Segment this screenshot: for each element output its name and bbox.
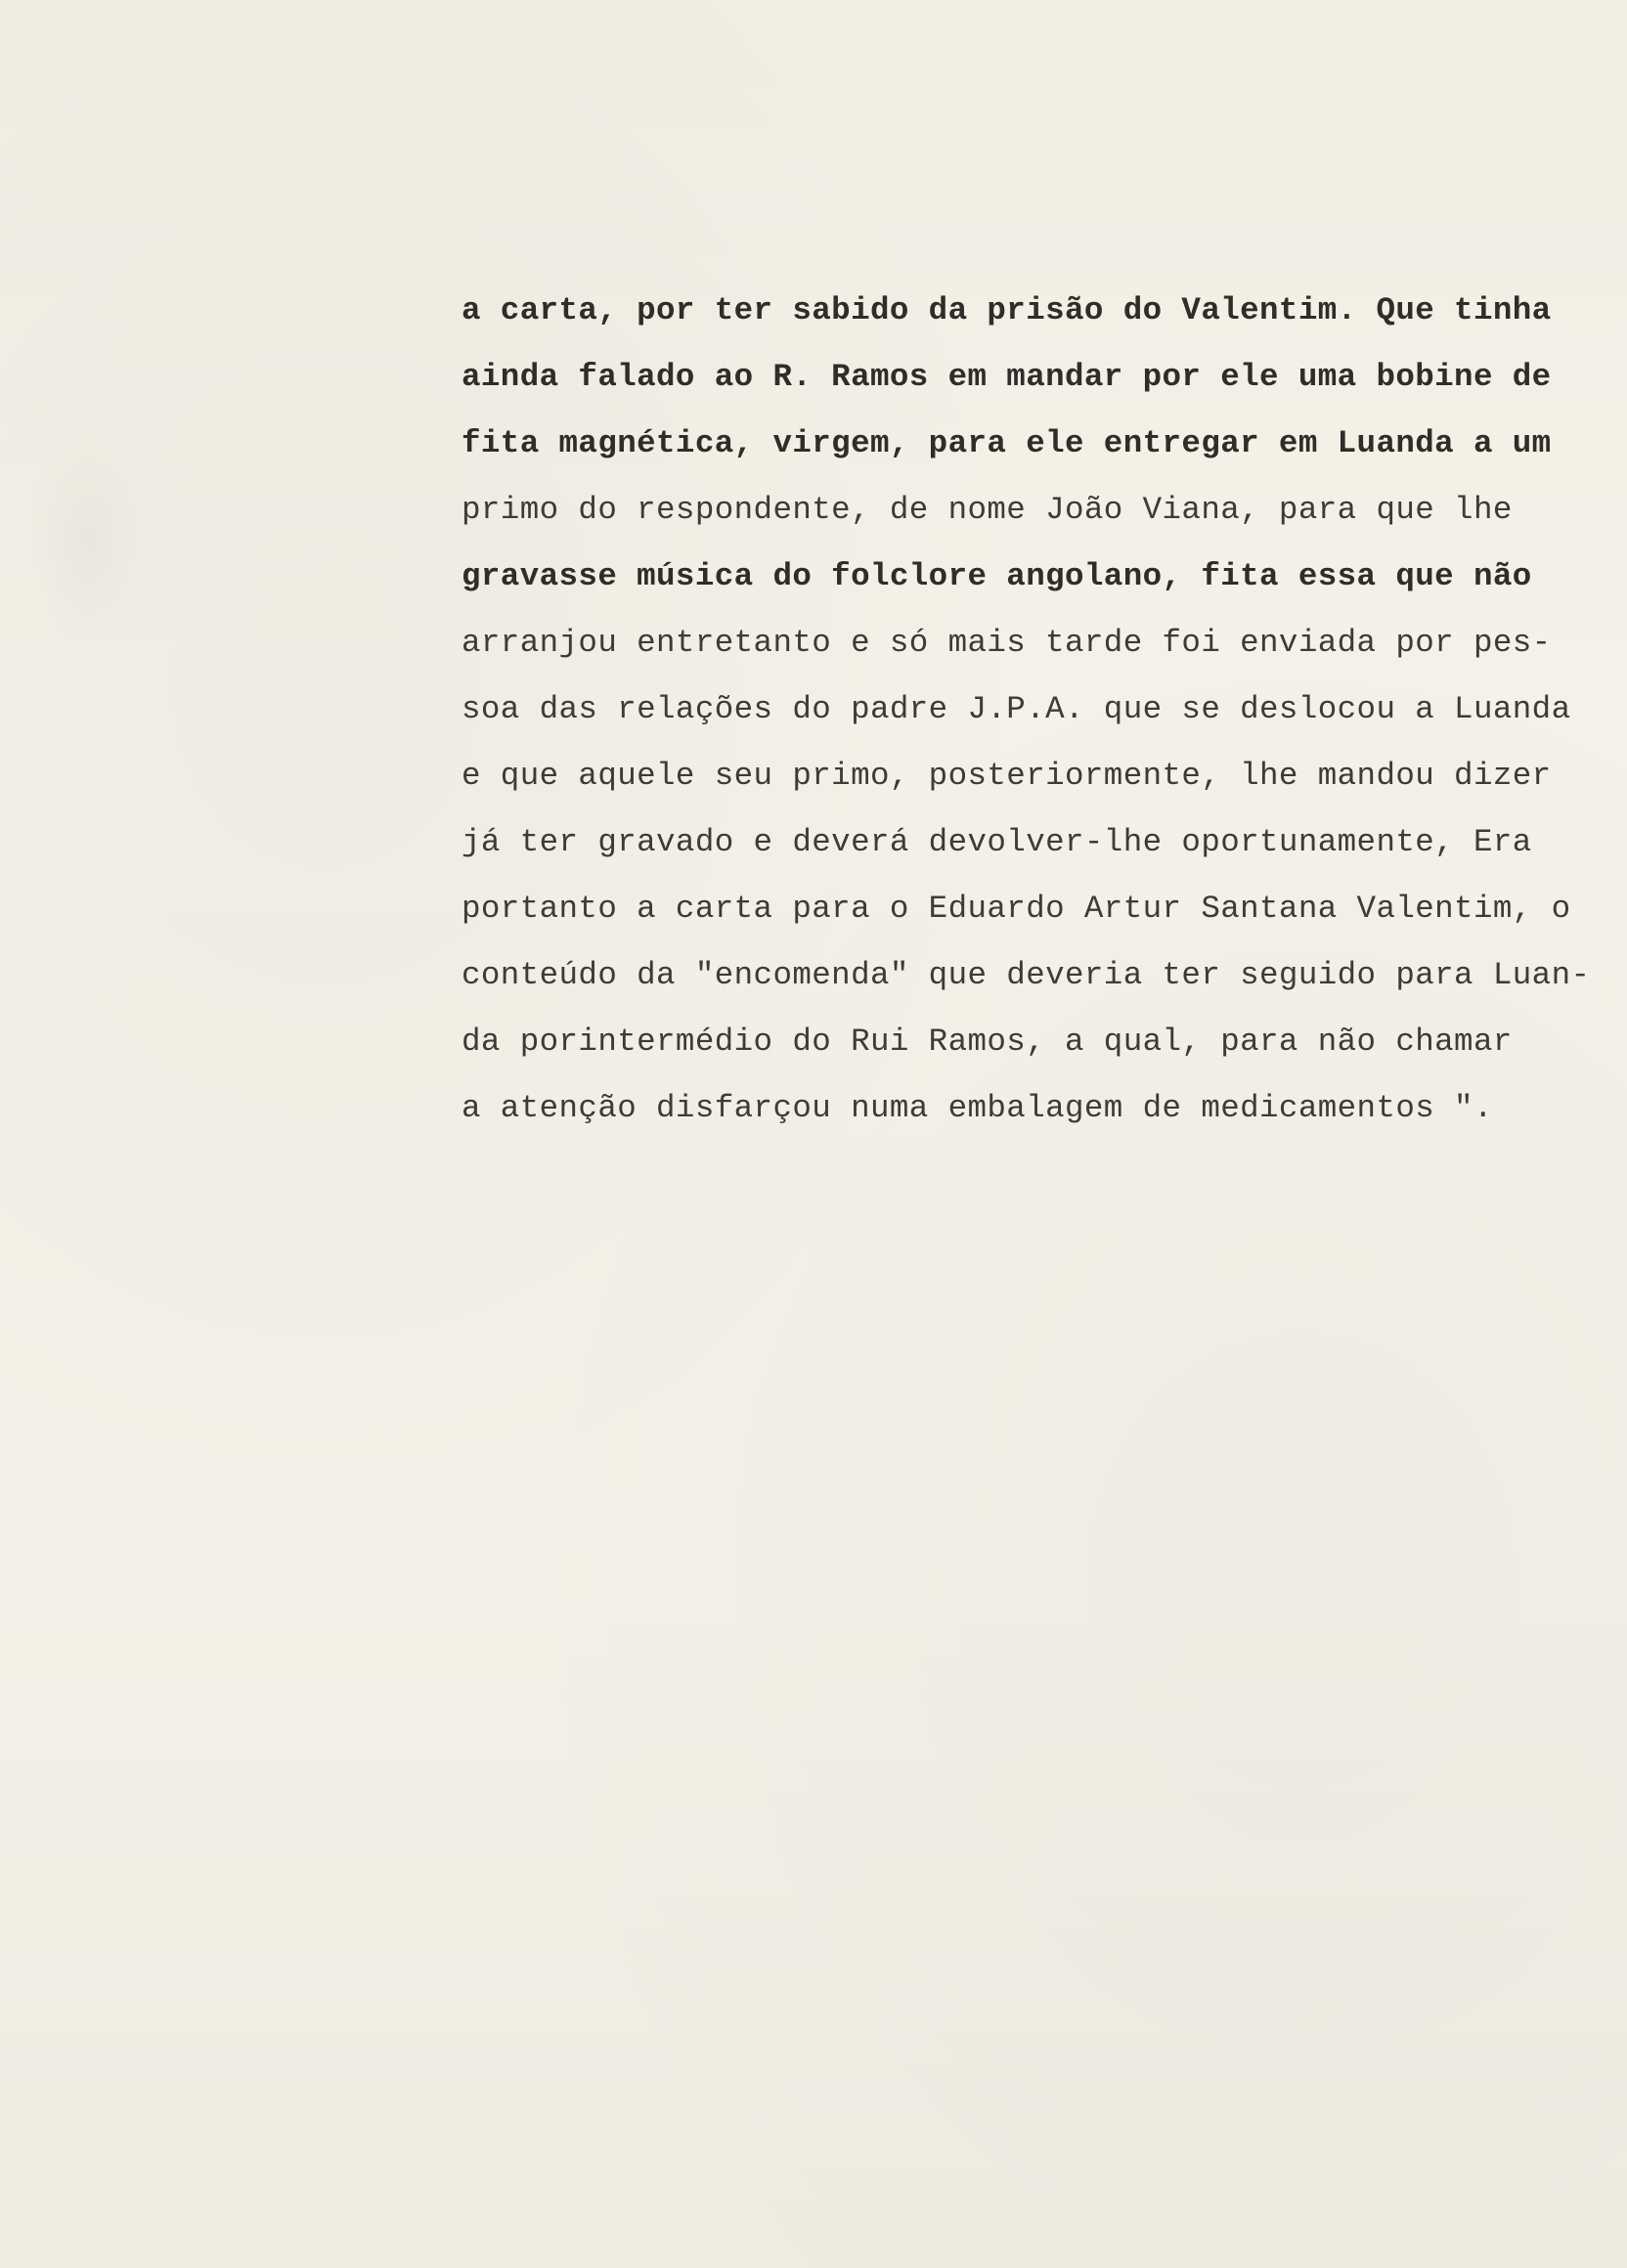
text-line-12: da porintermédio do Rui Ramos, a qual, para não chamar xyxy=(462,1024,1513,1060)
text-line-2: ainda falado ao R. Ramos em mandar por ele uma bobine de xyxy=(462,359,1552,395)
text-line-3: fita magnética, virgem, para ele entregar em Luanda a um xyxy=(462,425,1552,461)
text-line-8: e que aquele seu primo, posteriormente, lhe mandou dizer xyxy=(462,758,1552,794)
text-line-7: soa das relações do padre J.P.A. que se deslocou a Luanda xyxy=(462,691,1571,727)
text-line-10: portanto a carta para o Eduardo Artur Santana Valentim, o xyxy=(462,891,1571,927)
text-line-13: a atenção disfarçou numa embalagem de medicamentos ". xyxy=(462,1090,1493,1126)
text-line-6: arranjou entretanto e só mais tarde foi enviada por pes- xyxy=(462,625,1552,661)
typewritten-paragraph xyxy=(462,278,1615,1142)
text-line-1: a carta, por ter sabido da prisão do Valentim. Que tinha xyxy=(462,292,1552,328)
text-line-5: gravasse música do folclore angolano, fita essa que não xyxy=(462,558,1532,594)
text-line-11: conteúdo da "encomenda" que deveria ter seguido para Luan- xyxy=(462,957,1591,993)
paper-smudge xyxy=(29,430,147,645)
text-line-9: já ter gravado e deverá devolver-lhe oportunamente, Era xyxy=(462,824,1532,860)
text-line-4: primo do respondente, de nome João Viana, para que lhe xyxy=(462,492,1513,528)
